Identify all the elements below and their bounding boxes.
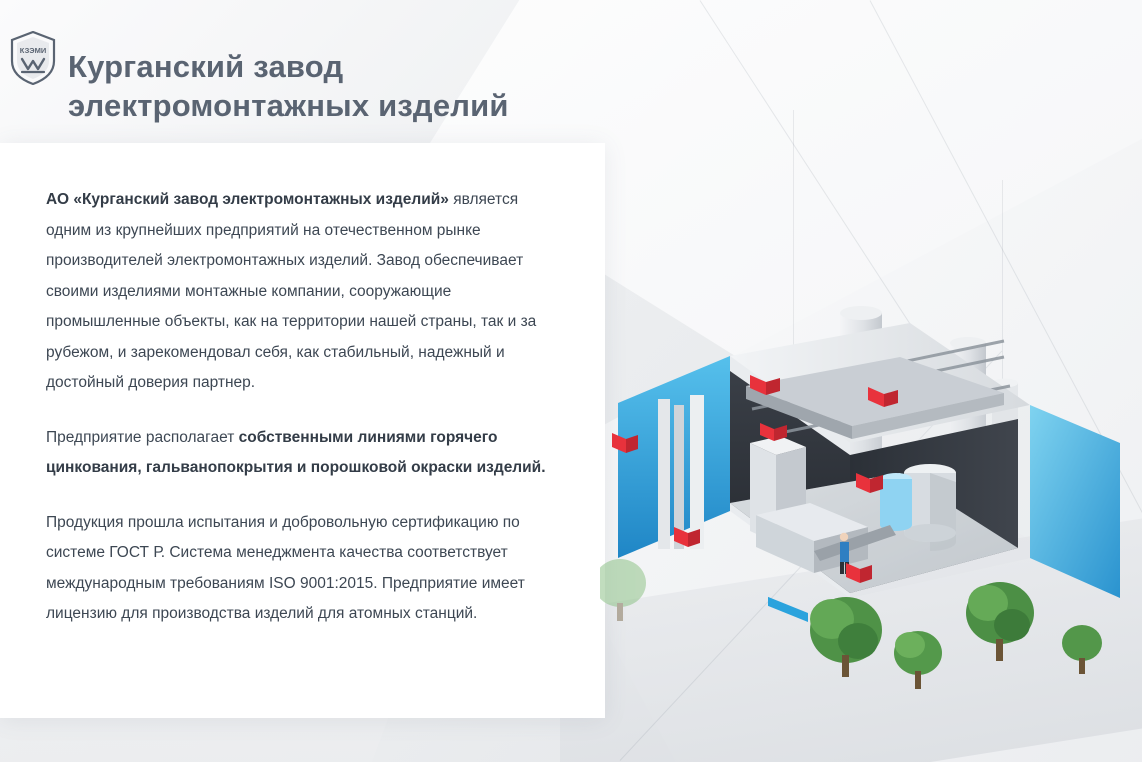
page-title-line-1: Курганский завод — [68, 48, 344, 84]
paragraph-intro-lead: АО «Курганский завод электромонтажных изделий» — [46, 191, 449, 208]
content-card — [0, 143, 605, 718]
page-title-line-2: электромонтажных изделий — [68, 87, 509, 123]
paragraph-intro — [46, 185, 559, 399]
svg-text:КЗЭМИ: КЗЭМИ — [19, 46, 47, 55]
kzemi-shield-logo-icon — [10, 31, 56, 85]
paragraph-certification-rest: системе ГОСТ Р. Система менеджмента качества соответствует международным требованиям ISO 9001:2015. Предприятие имеет лицензию для производства изделий для атомных станций. — [46, 544, 525, 622]
paragraph-lines — [46, 423, 559, 484]
paragraph-certification-lead: Продукция прошла испытания и добровольную сертификацию по — [46, 513, 520, 531]
paragraph-lines-lead: Предприятие располагает — [46, 428, 239, 446]
page-title — [68, 47, 688, 125]
isometric-factory-workshop-illustration — [600, 143, 1142, 718]
content-card-inner — [0, 143, 605, 630]
paragraph-certification — [46, 508, 559, 630]
paragraph-lines-rest: собственными линиями горячего цинкования, гальванопокрытия и порошковой окраски изделий. — [46, 428, 546, 476]
vertical-pipes — [658, 395, 704, 549]
paragraph-intro-rest: является одним из крупнейших предприятий на отечественном рынке производителей электромонтажных изделий. Завод обеспечивает своими изделиями монтажные компании, сооружающие промышленные объекты, как на территории нашей страны, так и за рубежом, и зарекомендовал себя, как стабильный, надежный и достойный доверия партнер. — [46, 191, 537, 391]
